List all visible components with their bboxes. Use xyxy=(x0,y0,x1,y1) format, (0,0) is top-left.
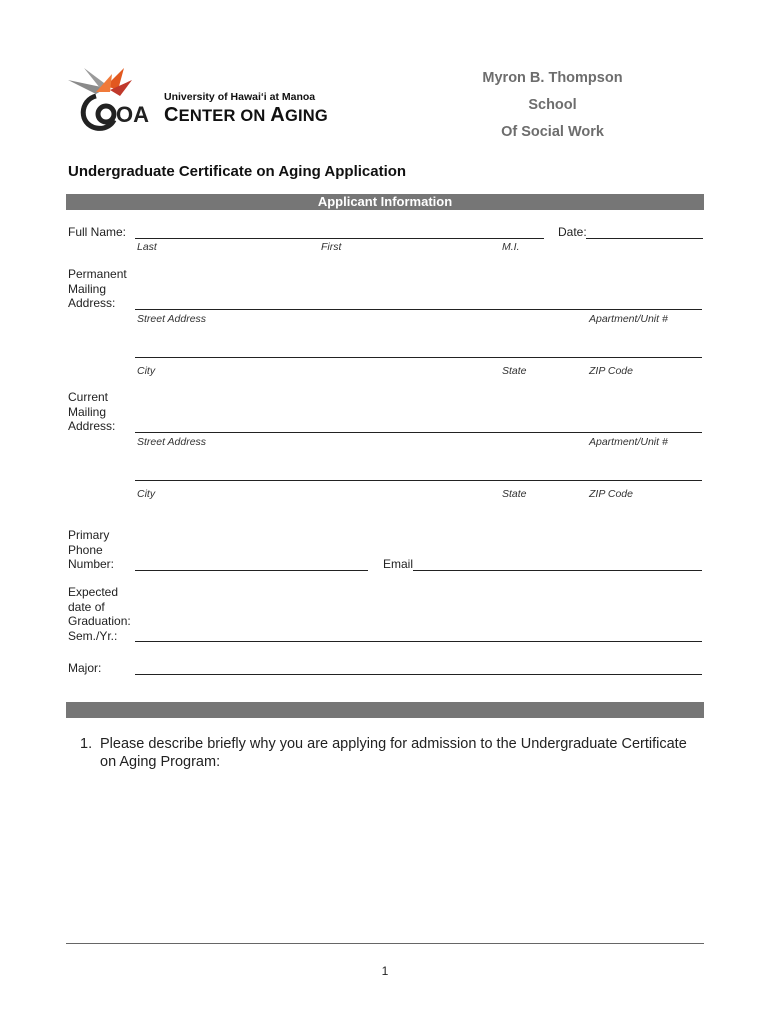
footer-divider xyxy=(66,943,704,944)
first-name-caption: First xyxy=(321,241,342,253)
logo-c: C xyxy=(164,104,179,126)
graduation-label-line-2: date of xyxy=(68,599,105,614)
permanent-address-label-line-2: Mailing xyxy=(68,281,107,296)
logo-monogram: OA xyxy=(116,102,149,127)
graduation-field[interactable] xyxy=(135,641,702,642)
question-1-answer-area[interactable] xyxy=(66,780,704,935)
current-street-field[interactable] xyxy=(135,432,702,433)
phone-field[interactable] xyxy=(135,570,368,571)
major-field[interactable] xyxy=(135,674,702,675)
permanent-state-caption: State xyxy=(502,365,527,377)
permanent-city-caption: City xyxy=(137,365,156,377)
current-address-label xyxy=(68,390,115,434)
permanent-address-label-line-1: Permanent xyxy=(68,267,127,281)
logo-enter: ENTER ON xyxy=(178,107,271,125)
current-street-caption: Street Address xyxy=(137,436,207,448)
logo-a: A xyxy=(270,104,285,126)
current-city-state-zip-field[interactable] xyxy=(135,480,702,481)
page-number: 1 xyxy=(381,964,389,978)
current-zip-caption: ZIP Code xyxy=(589,488,633,500)
permanent-apt-caption: Apartment/Unit # xyxy=(589,313,668,325)
phone-label-line-1: Primary xyxy=(68,528,110,542)
section-divider-bar xyxy=(66,702,704,718)
section-header-applicant-information: Applicant Information xyxy=(66,194,704,210)
phone-label-line-3: Number: xyxy=(68,557,115,571)
email-field[interactable] xyxy=(413,570,702,571)
graduation-label-line-4: Sem./Yr.: xyxy=(68,628,118,643)
permanent-zip-caption: ZIP Code xyxy=(589,365,633,377)
full-name-field[interactable] xyxy=(135,238,544,239)
full-name-label: Full Name: xyxy=(68,225,127,239)
email-label: Email xyxy=(383,557,414,571)
permanent-street-caption: Street Address xyxy=(137,313,207,325)
date-field[interactable] xyxy=(586,238,703,239)
permanent-city-state-zip-field[interactable] xyxy=(135,357,702,358)
current-address-label-line-2: Mailing xyxy=(68,404,107,419)
question-1-number: 1. xyxy=(80,736,93,752)
graduation-label xyxy=(68,585,131,643)
date-label: Date: xyxy=(558,225,587,239)
graduation-label-line-3: Graduation: xyxy=(68,614,131,628)
major-label: Major: xyxy=(68,661,102,675)
last-name-caption: Last xyxy=(137,241,157,253)
phone-label-line-2: Phone xyxy=(68,542,103,557)
current-state-caption: State xyxy=(502,488,527,500)
logo-center-text xyxy=(164,104,328,127)
current-address-label-line-1: Current xyxy=(68,390,109,404)
permanent-street-field[interactable] xyxy=(135,309,702,310)
school-line-2: School xyxy=(528,97,577,113)
document-title: Undergraduate Certificate on Aging Application xyxy=(68,163,407,180)
question-1-text: Please describe briefly why you are applying for admission to the Undergraduate Certificate on Aging Program: xyxy=(100,736,687,770)
logo-o-ring xyxy=(98,106,114,122)
current-address-label-line-3: Address: xyxy=(68,419,116,433)
permanent-address-label-line-3: Address: xyxy=(68,296,116,310)
permanent-address-label xyxy=(68,267,127,311)
middle-initial-caption: M.I. xyxy=(502,241,520,253)
phone-label xyxy=(68,528,114,572)
graduation-label-line-1: Expected xyxy=(68,585,119,599)
logo-university-text: University of Hawai‘i at Manoa xyxy=(164,91,316,103)
school-line-1: Myron B. Thompson xyxy=(482,70,623,86)
school-line-3: Of Social Work xyxy=(501,124,604,140)
current-city-caption: City xyxy=(137,488,156,500)
logo-ging: GING xyxy=(284,107,328,125)
current-apt-caption: Apartment/Unit # xyxy=(589,436,668,448)
